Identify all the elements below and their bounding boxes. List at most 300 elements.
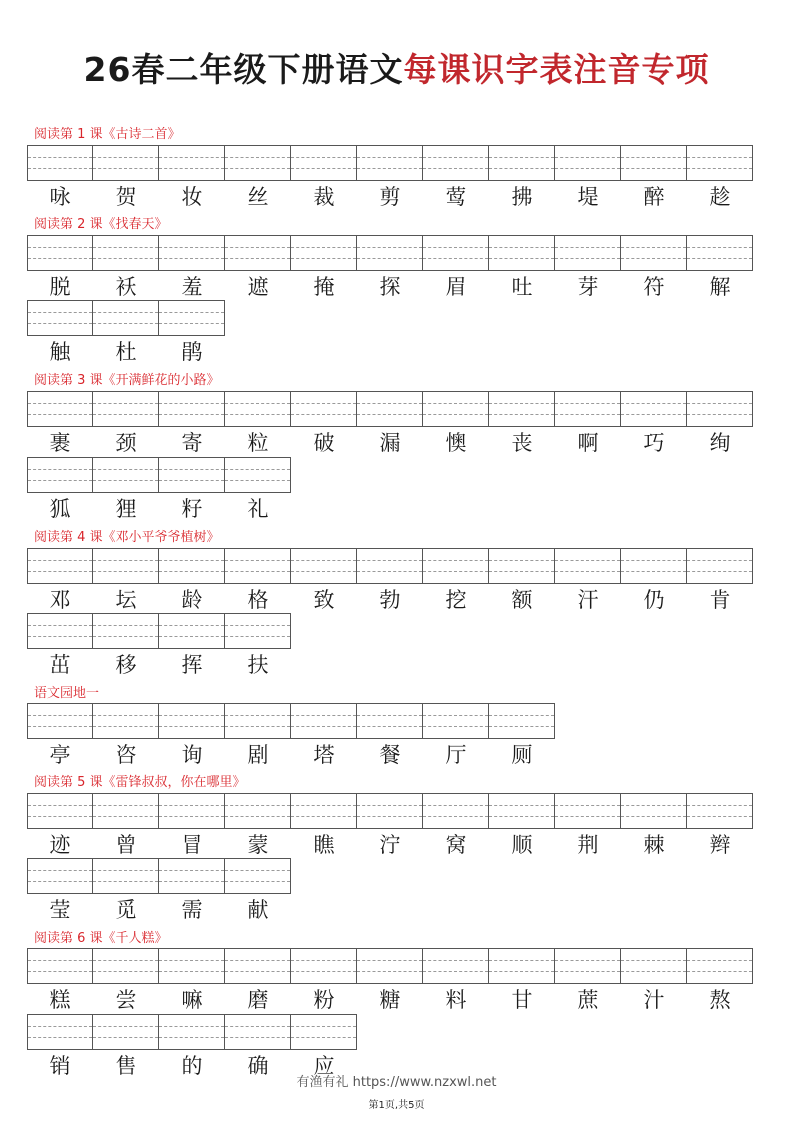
pinyin-writing-cell[interactable]: [158, 703, 225, 739]
dashed-guide-line: [621, 571, 686, 572]
hanzi-character: 泞: [379, 833, 401, 857]
pinyin-writing-cell[interactable]: [620, 145, 687, 181]
pinyin-writing-cell[interactable]: [158, 300, 225, 336]
page-number: 第1页,共5页: [368, 1100, 425, 1111]
pinyin-writing-cell[interactable]: [356, 235, 423, 271]
pinyin-writing-cell[interactable]: [356, 948, 423, 984]
pinyin-writing-cell[interactable]: [620, 793, 687, 829]
dashed-guide-line: [687, 560, 752, 561]
dashed-guide-line: [489, 168, 554, 169]
pinyin-writing-cell[interactable]: [290, 703, 357, 739]
pinyin-grid-row: [27, 235, 753, 271]
dashed-guide-line: [225, 715, 290, 716]
dashed-guide-line: [93, 636, 158, 637]
hanzi-character: 裹: [49, 431, 71, 455]
dashed-guide-line: [489, 157, 554, 158]
dashed-guide-line: [159, 258, 224, 259]
pinyin-writing-cell[interactable]: [27, 457, 93, 493]
dashed-guide-line: [423, 247, 488, 248]
dashed-guide-line: [28, 625, 92, 626]
dashed-guide-line: [423, 414, 488, 415]
pinyin-grid-row: [27, 391, 753, 427]
pinyin-writing-cell[interactable]: [158, 235, 225, 271]
pinyin-writing-cell[interactable]: [27, 948, 93, 984]
dashed-guide-line: [621, 168, 686, 169]
pinyin-writing-cell[interactable]: [224, 1014, 291, 1050]
dashed-guide-line: [28, 870, 92, 871]
pinyin-writing-cell[interactable]: [356, 703, 423, 739]
dashed-guide-line: [489, 816, 554, 817]
dashed-guide-line: [621, 971, 686, 972]
character-row: [27, 496, 291, 522]
hanzi-character: 狸: [115, 497, 137, 521]
pinyin-writing-cell[interactable]: [554, 145, 621, 181]
dashed-guide-line: [28, 726, 92, 727]
pinyin-writing-cell[interactable]: [488, 145, 555, 181]
pinyin-writing-cell[interactable]: [158, 145, 225, 181]
pinyin-writing-cell[interactable]: [92, 948, 159, 984]
hanzi-character: 肯: [709, 588, 731, 612]
dashed-guide-line: [489, 971, 554, 972]
character-row: [27, 339, 225, 365]
dashed-guide-line: [225, 960, 290, 961]
hanzi-character: 龄: [181, 588, 203, 612]
pinyin-writing-cell[interactable]: [554, 391, 621, 427]
dashed-guide-line: [621, 960, 686, 961]
dashed-guide-line: [93, 870, 158, 871]
dashed-guide-line: [621, 805, 686, 806]
dashed-guide-line: [489, 247, 554, 248]
pinyin-writing-cell[interactable]: [290, 145, 357, 181]
pinyin-writing-cell[interactable]: [27, 391, 93, 427]
dashed-guide-line: [489, 715, 554, 716]
pinyin-writing-cell[interactable]: [356, 391, 423, 427]
dashed-guide-line: [489, 805, 554, 806]
dashed-guide-line: [159, 1037, 224, 1038]
pinyin-writing-cell[interactable]: [356, 145, 423, 181]
pinyin-writing-cell[interactable]: [224, 457, 291, 493]
dashed-guide-line: [555, 414, 620, 415]
pinyin-writing-cell[interactable]: [686, 793, 753, 829]
dashed-guide-line: [555, 247, 620, 248]
pinyin-writing-cell[interactable]: [488, 793, 555, 829]
hanzi-character: 邓: [49, 588, 71, 612]
hanzi-character: 遮: [247, 275, 269, 299]
hanzi-character: 坛: [115, 588, 137, 612]
hanzi-character: 汁: [643, 988, 665, 1012]
pinyin-writing-cell[interactable]: [224, 613, 291, 649]
hanzi-character: 扶: [247, 653, 269, 677]
dashed-guide-line: [28, 480, 92, 481]
hanzi-character: 莺: [445, 185, 467, 209]
dashed-guide-line: [555, 816, 620, 817]
hanzi-character: 销: [49, 1054, 71, 1078]
hanzi-character: 礼: [247, 497, 269, 521]
dashed-guide-line: [93, 469, 158, 470]
pinyin-writing-cell[interactable]: [224, 235, 291, 271]
pinyin-writing-cell[interactable]: [92, 1014, 159, 1050]
character-row: [27, 897, 291, 923]
dashed-guide-line: [357, 726, 422, 727]
pinyin-writing-cell[interactable]: [224, 548, 291, 584]
hanzi-character: 掩: [313, 275, 335, 299]
dashed-guide-line: [555, 258, 620, 259]
dashed-guide-line: [28, 247, 92, 248]
dashed-guide-line: [93, 881, 158, 882]
hanzi-character: 荆: [577, 833, 599, 857]
hanzi-character: 丝: [247, 185, 269, 209]
dashed-guide-line: [489, 414, 554, 415]
title-part-1: 26春二年级下册语文: [83, 50, 404, 89]
pinyin-writing-cell[interactable]: [158, 793, 225, 829]
dashed-guide-line: [159, 1026, 224, 1027]
dashed-guide-line: [291, 414, 356, 415]
hanzi-character: 糕: [49, 988, 71, 1012]
hanzi-character: 解: [709, 275, 731, 299]
dashed-guide-line: [159, 870, 224, 871]
dashed-guide-line: [225, 560, 290, 561]
dashed-guide-line: [291, 971, 356, 972]
pinyin-writing-cell[interactable]: [158, 948, 225, 984]
dashed-guide-line: [225, 258, 290, 259]
hanzi-character: 芽: [577, 275, 599, 299]
dashed-guide-line: [291, 715, 356, 716]
pinyin-writing-cell[interactable]: [27, 235, 93, 271]
dashed-guide-line: [28, 414, 92, 415]
dashed-guide-line: [225, 168, 290, 169]
pinyin-writing-cell[interactable]: [92, 145, 159, 181]
dashed-guide-line: [225, 971, 290, 972]
dashed-guide-line: [28, 560, 92, 561]
dashed-guide-line: [159, 323, 224, 324]
dashed-guide-line: [159, 312, 224, 313]
dashed-guide-line: [291, 816, 356, 817]
pinyin-writing-cell[interactable]: [224, 793, 291, 829]
dashed-guide-line: [159, 157, 224, 158]
pinyin-grid-row: [27, 793, 753, 829]
dashed-guide-line: [159, 480, 224, 481]
pinyin-writing-cell[interactable]: [488, 948, 555, 984]
pinyin-writing-cell[interactable]: [27, 703, 93, 739]
dashed-guide-line: [687, 247, 752, 248]
pinyin-writing-cell[interactable]: [554, 548, 621, 584]
dashed-guide-line: [28, 960, 92, 961]
dashed-guide-line: [225, 247, 290, 248]
hanzi-character: 厅: [445, 743, 467, 767]
pinyin-writing-cell[interactable]: [27, 613, 93, 649]
hanzi-character: 蒙: [247, 833, 269, 857]
pinyin-writing-cell[interactable]: [554, 948, 621, 984]
pinyin-writing-cell[interactable]: [422, 703, 489, 739]
hanzi-character: 迹: [49, 833, 71, 857]
pinyin-writing-cell[interactable]: [488, 235, 555, 271]
section-title: 阅读第 1 课《古诗二首》: [34, 127, 181, 142]
pinyin-writing-cell[interactable]: [422, 145, 489, 181]
dashed-guide-line: [28, 816, 92, 817]
pinyin-writing-cell[interactable]: [92, 793, 159, 829]
hanzi-character: 脱: [49, 275, 71, 299]
pinyin-writing-cell[interactable]: [158, 548, 225, 584]
character-row: [27, 832, 753, 858]
pinyin-writing-cell[interactable]: [620, 391, 687, 427]
dashed-guide-line: [423, 403, 488, 404]
pinyin-writing-cell[interactable]: [422, 948, 489, 984]
character-row: [27, 587, 753, 613]
dashed-guide-line: [687, 258, 752, 259]
dashed-guide-line: [489, 403, 554, 404]
dashed-guide-line: [357, 168, 422, 169]
dashed-guide-line: [93, 403, 158, 404]
character-row: [27, 430, 753, 456]
pinyin-writing-cell[interactable]: [92, 235, 159, 271]
hanzi-character: 格: [247, 588, 269, 612]
hanzi-character: 咏: [49, 185, 71, 209]
pinyin-writing-cell[interactable]: [290, 548, 357, 584]
pinyin-writing-cell[interactable]: [422, 793, 489, 829]
dashed-guide-line: [423, 726, 488, 727]
hanzi-character: 曾: [115, 833, 137, 857]
pinyin-writing-cell[interactable]: [422, 391, 489, 427]
dashed-guide-line: [93, 247, 158, 248]
dashed-guide-line: [489, 560, 554, 561]
dashed-guide-line: [159, 571, 224, 572]
pinyin-writing-cell[interactable]: [27, 1014, 93, 1050]
hanzi-character: 亭: [49, 743, 71, 767]
pinyin-writing-cell[interactable]: [488, 703, 555, 739]
hanzi-character: 咨: [115, 743, 137, 767]
dashed-guide-line: [621, 414, 686, 415]
dashed-guide-line: [28, 312, 92, 313]
pinyin-writing-cell[interactable]: [290, 235, 357, 271]
pinyin-writing-cell[interactable]: [158, 613, 225, 649]
pinyin-writing-cell[interactable]: [686, 145, 753, 181]
pinyin-writing-cell[interactable]: [224, 391, 291, 427]
hanzi-character: 破: [313, 431, 335, 455]
dashed-guide-line: [93, 960, 158, 961]
dashed-guide-line: [93, 715, 158, 716]
hanzi-character: 献: [247, 898, 269, 922]
hanzi-character: 蔗: [577, 988, 599, 1012]
dashed-guide-line: [423, 571, 488, 572]
pinyin-writing-cell[interactable]: [554, 235, 621, 271]
dashed-guide-line: [159, 715, 224, 716]
dashed-guide-line: [28, 571, 92, 572]
hanzi-character: 顺: [511, 833, 533, 857]
hanzi-character: 眉: [445, 275, 467, 299]
dashed-guide-line: [687, 816, 752, 817]
pinyin-writing-cell[interactable]: [158, 391, 225, 427]
hanzi-character: 熬: [709, 988, 731, 1012]
dashed-guide-line: [423, 560, 488, 561]
dashed-guide-line: [489, 960, 554, 961]
hanzi-character: 拂: [511, 185, 533, 209]
hanzi-character: 鹃: [181, 340, 203, 364]
pinyin-writing-cell[interactable]: [27, 858, 93, 894]
dashed-guide-line: [423, 971, 488, 972]
hanzi-character: 嘛: [181, 988, 203, 1012]
hanzi-character: 询: [181, 743, 203, 767]
section-title: 阅读第 6 课《千人糕》: [34, 931, 168, 946]
pinyin-writing-cell[interactable]: [686, 948, 753, 984]
pinyin-writing-cell[interactable]: [224, 703, 291, 739]
pinyin-writing-cell[interactable]: [92, 391, 159, 427]
dashed-guide-line: [28, 805, 92, 806]
pinyin-writing-cell[interactable]: [224, 145, 291, 181]
hanzi-character: 粉: [313, 988, 335, 1012]
dashed-guide-line: [28, 168, 92, 169]
pinyin-grid-row: [27, 948, 753, 984]
pinyin-writing-cell[interactable]: [356, 793, 423, 829]
pinyin-writing-cell[interactable]: [422, 235, 489, 271]
dashed-guide-line: [291, 960, 356, 961]
hanzi-character: 符: [643, 275, 665, 299]
dashed-guide-line: [93, 480, 158, 481]
dashed-guide-line: [423, 168, 488, 169]
pinyin-writing-cell[interactable]: [158, 1014, 225, 1050]
hanzi-character: 寄: [181, 431, 203, 455]
hanzi-character: 额: [511, 588, 533, 612]
pinyin-writing-cell[interactable]: [620, 948, 687, 984]
dashed-guide-line: [423, 715, 488, 716]
character-row: [27, 184, 753, 210]
pinyin-writing-cell[interactable]: [620, 548, 687, 584]
pinyin-writing-cell[interactable]: [290, 793, 357, 829]
dashed-guide-line: [28, 157, 92, 158]
hanzi-character: 觅: [115, 898, 137, 922]
hanzi-character: 料: [445, 988, 467, 1012]
dashed-guide-line: [93, 1037, 158, 1038]
dashed-guide-line: [555, 403, 620, 404]
pinyin-writing-cell[interactable]: [27, 145, 93, 181]
pinyin-writing-cell[interactable]: [92, 858, 159, 894]
dashed-guide-line: [93, 258, 158, 259]
dashed-guide-line: [28, 323, 92, 324]
dashed-guide-line: [489, 571, 554, 572]
hanzi-character: 趁: [709, 185, 731, 209]
dashed-guide-line: [687, 971, 752, 972]
dashed-guide-line: [291, 1037, 356, 1038]
pinyin-writing-cell[interactable]: [686, 548, 753, 584]
pinyin-writing-cell[interactable]: [158, 457, 225, 493]
hanzi-character: 需: [181, 898, 203, 922]
hanzi-character: 莹: [49, 898, 71, 922]
pinyin-writing-cell[interactable]: [554, 793, 621, 829]
hanzi-character: 绚: [709, 431, 731, 455]
dashed-guide-line: [621, 258, 686, 259]
pinyin-writing-cell[interactable]: [92, 457, 159, 493]
pinyin-writing-cell[interactable]: [620, 235, 687, 271]
pinyin-writing-cell[interactable]: [158, 858, 225, 894]
section-title: 阅读第 4 课《邓小平爷爷植树》: [34, 530, 220, 545]
pinyin-writing-cell[interactable]: [686, 391, 753, 427]
hanzi-character: 妆: [181, 185, 203, 209]
hanzi-character: 丧: [511, 431, 533, 455]
section-title: 语文园地一: [34, 686, 100, 701]
dashed-guide-line: [357, 971, 422, 972]
dashed-guide-line: [159, 560, 224, 561]
pinyin-writing-cell[interactable]: [488, 391, 555, 427]
dashed-guide-line: [159, 960, 224, 961]
dashed-guide-line: [225, 1026, 290, 1027]
pinyin-writing-cell[interactable]: [224, 858, 291, 894]
pinyin-writing-cell[interactable]: [290, 391, 357, 427]
dashed-guide-line: [357, 414, 422, 415]
hanzi-character: 籽: [181, 497, 203, 521]
dashed-guide-line: [225, 816, 290, 817]
watermark: 有渔有礼 https://www.nzxwl.net: [296, 1075, 497, 1090]
dashed-guide-line: [357, 258, 422, 259]
dashed-guide-line: [291, 247, 356, 248]
dashed-guide-line: [357, 560, 422, 561]
pinyin-writing-cell[interactable]: [290, 948, 357, 984]
character-row: [27, 987, 753, 1013]
dashed-guide-line: [423, 805, 488, 806]
pinyin-writing-cell[interactable]: [356, 548, 423, 584]
hanzi-character: 应: [313, 1054, 335, 1078]
pinyin-writing-cell[interactable]: [92, 548, 159, 584]
pinyin-writing-cell[interactable]: [422, 548, 489, 584]
dashed-guide-line: [159, 726, 224, 727]
dashed-guide-line: [28, 881, 92, 882]
dashed-guide-line: [93, 625, 158, 626]
pinyin-writing-cell[interactable]: [290, 1014, 357, 1050]
hanzi-character: 汗: [577, 588, 599, 612]
hanzi-character: 杜: [115, 340, 137, 364]
hanzi-character: 触: [49, 340, 71, 364]
hanzi-character: 塔: [313, 743, 335, 767]
pinyin-grid-row: [27, 613, 291, 649]
pinyin-writing-cell[interactable]: [686, 235, 753, 271]
hanzi-character: 挥: [181, 653, 203, 677]
dashed-guide-line: [357, 816, 422, 817]
pinyin-writing-cell[interactable]: [92, 300, 159, 336]
hanzi-character: 醉: [643, 185, 665, 209]
dashed-guide-line: [291, 168, 356, 169]
dashed-guide-line: [93, 805, 158, 806]
pinyin-grid-row: [27, 457, 291, 493]
hanzi-character: 懊: [445, 431, 467, 455]
pinyin-writing-cell[interactable]: [27, 548, 93, 584]
hanzi-character: 剪: [379, 185, 401, 209]
pinyin-writing-cell[interactable]: [488, 548, 555, 584]
pinyin-writing-cell[interactable]: [92, 703, 159, 739]
pinyin-writing-cell[interactable]: [27, 793, 93, 829]
section-title: 阅读第 2 课《找春天》: [34, 217, 168, 232]
hanzi-character: 狐: [49, 497, 71, 521]
dashed-guide-line: [357, 571, 422, 572]
pinyin-writing-cell[interactable]: [27, 300, 93, 336]
dashed-guide-line: [28, 1037, 92, 1038]
hanzi-character: 确: [247, 1054, 269, 1078]
dashed-guide-line: [687, 960, 752, 961]
character-row: [27, 742, 555, 768]
dashed-guide-line: [28, 636, 92, 637]
pinyin-grid-row: [27, 300, 225, 336]
pinyin-writing-cell[interactable]: [224, 948, 291, 984]
pinyin-writing-cell[interactable]: [92, 613, 159, 649]
dashed-guide-line: [225, 157, 290, 158]
dashed-guide-line: [28, 971, 92, 972]
dashed-guide-line: [687, 571, 752, 572]
dashed-guide-line: [555, 168, 620, 169]
hanzi-character: 辫: [709, 833, 731, 857]
hanzi-character: 尝: [115, 988, 137, 1012]
dashed-guide-line: [159, 816, 224, 817]
title-part-2: 每课识字表注音专项: [403, 50, 710, 89]
dashed-guide-line: [93, 571, 158, 572]
hanzi-character: 仍: [643, 588, 665, 612]
dashed-guide-line: [357, 403, 422, 404]
